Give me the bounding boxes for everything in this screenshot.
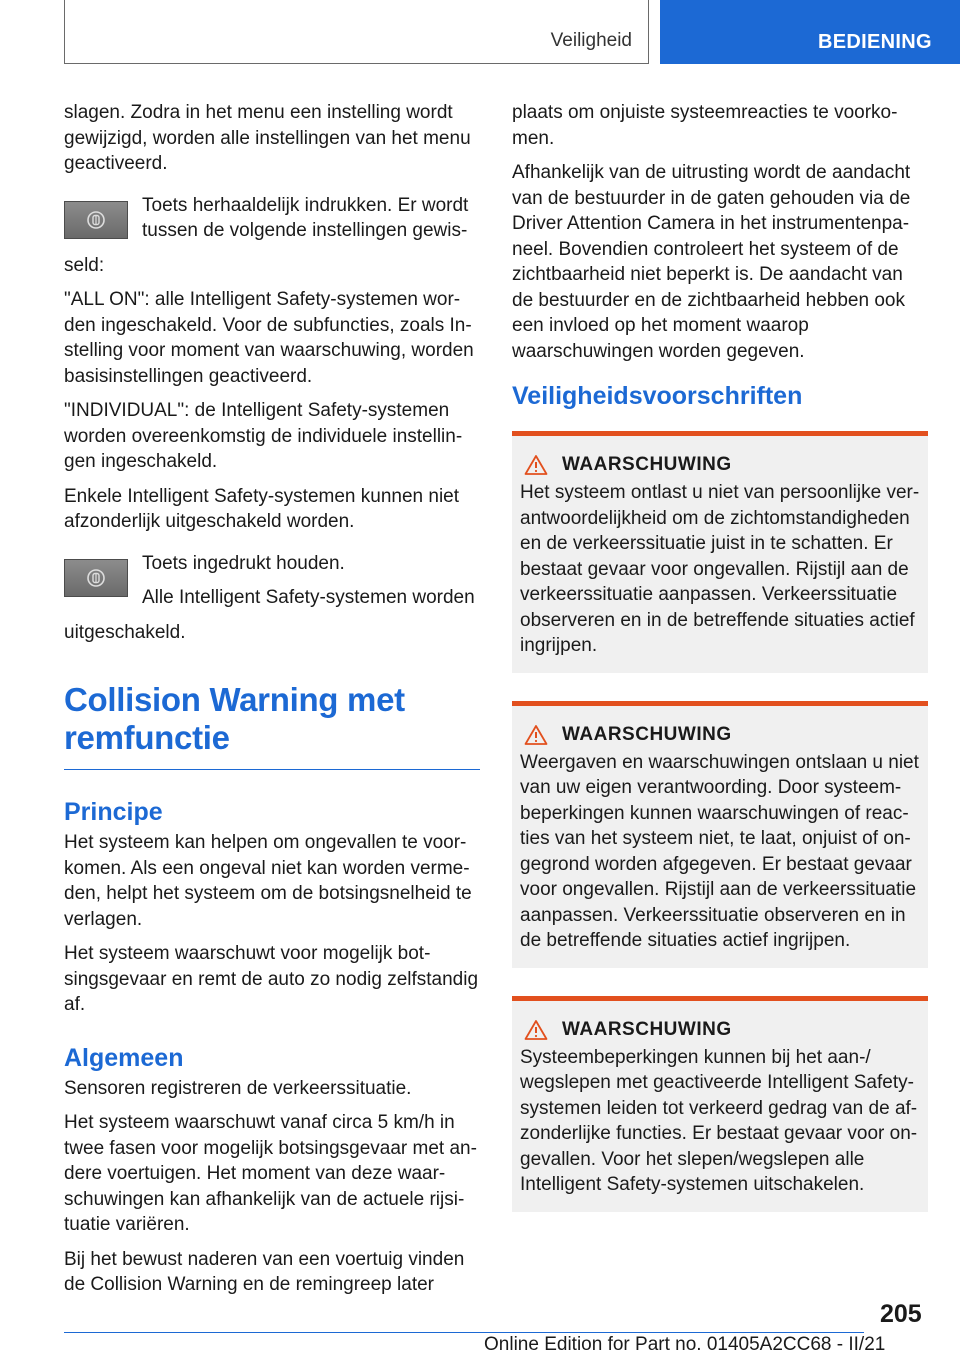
warning-box bbox=[512, 996, 928, 1212]
footer-edition-text: Online Edition for Part no. 01405A2CC68 - II/21 bbox=[484, 1334, 886, 1355]
button-instruction bbox=[64, 551, 480, 611]
paragraph: Het systeem waarschuwt vanaf circa 5 km/h in twee fasen voor mogelijk botsingsgevaar met an-dere voertuigen. Het moment van deze waar-schuwingen kan afhankelijk van de actuele rijsi-tuatie variëren. bbox=[64, 1112, 477, 1235]
section-heading: Collision Warning met remfunctie bbox=[64, 681, 480, 770]
paragraph: slagen. Zodra in het menu een instelling wordt gewijzigd, worden alle instellingen van het menu geactiveerd. bbox=[64, 102, 471, 174]
warning-title: WAARSCHUWING bbox=[562, 1018, 732, 1040]
warning-title: WAARSCHUWING bbox=[562, 723, 732, 745]
header-chapter-label: BEDIENING bbox=[818, 31, 932, 53]
subsection-heading: Veiligheidsvoorschriften bbox=[512, 382, 803, 410]
button-instruction-text: Toets herhaaldelijk indrukken. Er wordt tussen de volgende instellingen gewis- bbox=[142, 194, 469, 241]
button-instruction-text: Toets ingedrukt houden. bbox=[142, 552, 345, 574]
paragraph: "ALL ON": alle Intelligent Safety-systemen wor-den ingeschakeld. Voor de subfuncties, zoals In-stelling voor moment van waarschuwing, worden basisinstellingen geactiveerd. bbox=[64, 289, 474, 387]
right-column bbox=[512, 100, 928, 1212]
warning-box bbox=[512, 431, 928, 673]
subsection-heading: Algemeen bbox=[64, 1043, 184, 1072]
warning-text: Weergaven en waarschuwingen ontslaan u niet van uw eigen verantwoording. Door systeem-beperkingen kunnen waarschuwingen of reac-ties van het systeem niet, te laat, onjuist of on-gegrond worden afgegeven. Er bestaat gevaar voor ongevallen. Rijstijl aan de verkeerssituatie aanpassen. Verkeerssituatie observeren en in de betreffende situaties actief ingrijpen. bbox=[520, 751, 919, 951]
paragraph: Afhankelijk van de uitrusting wordt de aandacht van de bestuurder in de gaten gehouden via de Driver Attention Camera in het instrumentenpa-neel. Bovendien controleert het systeem of de zichtbaarheid niet beperkt is. De aandacht van de bestuurder en de zichtbaarheid hebben ook een invloed op het moment waarop waarschuwingen worden gegeven. bbox=[512, 162, 911, 362]
left-column bbox=[64, 100, 480, 1307]
warning-triangle-icon bbox=[524, 1019, 548, 1041]
warning-box bbox=[512, 701, 928, 968]
page-number: 205 bbox=[880, 1300, 922, 1328]
safety-button-icon bbox=[64, 201, 128, 239]
warning-text: Systeembeperkingen kunnen bij het aan-/ wegslepen met geactiveerde Intelligent Safety-systemen leiden tot verkeerd gedrag van de af-zonderlijke functies. Er bestaat gevaar voor on-gevallen. Voor het slepen/wegslepen alle Intelligent Safety-systemen uitschakelen. bbox=[520, 1046, 918, 1195]
paragraph: "INDIVIDUAL": de Intelligent Safety-systemen worden overeenkomstig de individuele instellin-gen ingeschakeld. bbox=[64, 400, 463, 472]
warning-title: WAARSCHUWING bbox=[562, 454, 732, 475]
paragraph: Bij het bewust naderen van een voertuig vinden de Collision Warning en de remingreep later bbox=[64, 1248, 465, 1295]
header-chapter-tab[interactable] bbox=[660, 0, 960, 64]
warning-header bbox=[520, 724, 920, 746]
button-instruction bbox=[64, 193, 480, 244]
paragraph: plaats om onjuiste systeemreacties te voorko-men. bbox=[512, 102, 898, 149]
button-instruction-text: Alle Intelligent Safety-systemen worden bbox=[142, 587, 475, 608]
warning-header bbox=[520, 1019, 920, 1041]
paragraph: seld: bbox=[64, 254, 105, 276]
warning-header bbox=[520, 454, 920, 476]
warning-triangle-icon bbox=[524, 454, 548, 476]
footer-divider bbox=[64, 1332, 864, 1333]
safety-button-icon bbox=[64, 559, 128, 597]
warning-text: Het systeem ontlast u niet van persoonlijke ver-antwoordelijkheid om de zichtomstandigheden en de verkeerssituatie juist in te schatten. Er bestaat gevaar voor ongevallen. Rijstijl aan de verkeerssituatie aanpassen. Verkeerssituatie observeren en in de betreffende situaties actief ingrijpen. bbox=[520, 482, 920, 656]
header-section-title: Veiligheid bbox=[550, 30, 632, 51]
paragraph: Het systeem kan helpen om ongevallen te voor-komen. Als een ongeval niet kan worden verme-den, helpt het systeem om de botsingsnelheid te verlagen. bbox=[64, 832, 472, 930]
paragraph: Enkele Intelligent Safety-systemen kunnen niet afzonderlijk uitgeschakeld worden. bbox=[64, 485, 460, 532]
paragraph: Het systeem waarschuwt voor mogelijk bot-singsgevaar en remt de auto zo nodig zelfstandig af. bbox=[64, 943, 479, 1015]
paragraph: uitgeschakeld. bbox=[64, 621, 186, 643]
subsection-heading: Principe bbox=[64, 798, 163, 826]
paragraph: Sensoren registreren de verkeerssituatie. bbox=[64, 1077, 412, 1099]
warning-triangle-icon bbox=[524, 724, 548, 746]
